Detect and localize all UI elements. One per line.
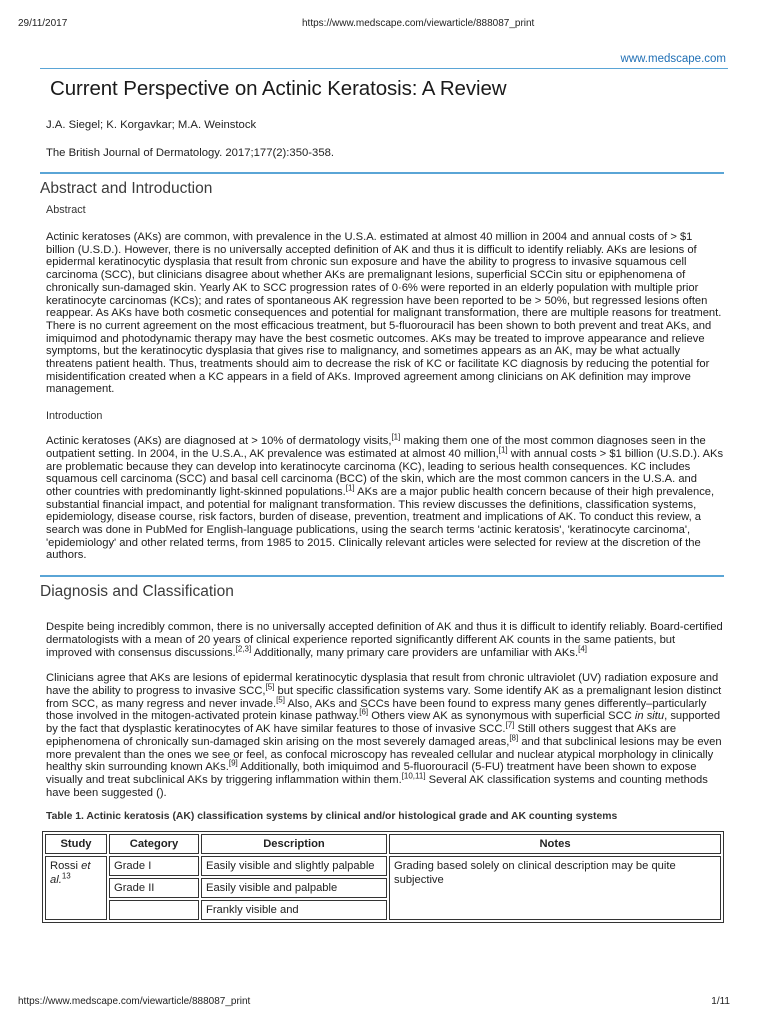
reference-link[interactable]: [1] [391,432,401,442]
column-header-category: Category [109,834,199,854]
print-url: https://www.medscape.com/viewarticle/888087_print [302,18,535,29]
abstract-label: Abstract [46,204,86,216]
category-cell: Grade I [109,856,199,876]
article-body [40,76,724,923]
reference-link[interactable]: [8] [509,733,519,743]
introduction-paragraph: Actinic keratoses (AKs) are diagnosed at > 10% of dermatology visits,[1] making them one of the most common diagnoses seen in the outpatient setting. In 2004, in the U.S.A., AK prevalence was estimated at almost 40 million,[1] with annual costs > $1 billion (U.S.D.). AKs are problematic because they can develop into keratinocyte carcinoma (KC), leading to serious health consequences. KC includes squamous cell carcinoma (SCC) and basal cell carcinoma (BCC) of the skin, which are the most common cancers in the U.S.A. and other countries with predominantly light-skinned populations.[1] AKs are a major public health concern because of their high prevalence, substantial financial impact, and potential for malignant transformation. This review discusses the definitions, classification systems, epidemiology, disease course, risk factors, burden of disease, prevention, treatment and implications of AK. To conduct this review, a search was done in PubMed for English-language publications, using the search terms 'actinic keratosis', 'keratinocyte carcinoma', 'epidemiology' and other related terms, from 1985 to 2015. Clinically relevant articles were selected for review at the discretion of the authors. [46,432,724,562]
reference-link[interactable]: [2,3] [235,643,252,653]
table-header-row [45,834,721,854]
abstract-paragraph: Actinic keratoses (AKs) are common, with prevalence in the U.S.A. estimated at almost 40 million in 2004 and annual costs of > $1 billion (U.S.D.). However, there is no universally accepted definition of AK and thus it is difficult to identify reliably. AKs are lesions of epidermal keratinocytic dysplasia that result from chronic sun exposure and have the ability to progress to invasive squamous cell carcinoma (SCC), but clinicians disagree about whether AKs are premalignant lesions, superficial SCCin situ or epiphenomena of chronically sun-damaged skin. Yearly AK to SCC progression rates of 0·6% were reported in an elderly population with multiple prior keratinocyte carcinomas (KCs); and rates of spontaneous AK regression have been reported to be > 50%, but regressed lesions often reappear. As AKs have both cosmetic consequences and potential for malignant transformation, there are multiple reasons for treatment. There is no current agreement on the most efficacious treatment, but 5-fluorouracil has been shown to both prevent and treat AKs, and imiquimod and photodynamic therapy may have the best cosmetic outcomes. AKs may be treated to improve appearance and relieve symptoms, but the keratinocytic dysplasia that gives rise to malignancy, and sometimes appears as an AK, may be what actually threatens patient health. Thus, treatments should aim to decrease the risk of KC or facilitate KC diagnosis by reducing the potential for misidentification created when a KC appears in a field of AKs. Improved agreement among clinicians on AK definition may improve management. [46,231,722,396]
reference-link[interactable]: [9] [228,758,238,768]
description-cell: Frankly visible and [201,900,387,920]
reference-link[interactable]: [7] [505,720,515,730]
reference-link[interactable]: 13 [61,871,71,881]
description-cell: Easily visible and palpable [201,878,387,898]
header-divider [40,68,728,69]
column-header-notes: Notes [389,834,721,854]
reference-link[interactable]: [1] [498,445,508,455]
medscape-home-link[interactable]: www.medscape.com [620,53,726,65]
reference-link[interactable]: [4] [578,643,587,653]
article-authors: J.A. Siegel; K. Korgavkar; M.A. Weinstock [46,119,257,131]
description-cell: Easily visible and slightly palpable [201,856,387,876]
print-date: 29/11/2017 [18,18,68,29]
footer-url: https://www.medscape.com/viewarticle/888087_print [18,996,251,1007]
table-row [45,856,721,876]
article-title: Current Perspective on Actinic Keratosis: A Review [50,77,507,100]
notes-cell: Grading based solely on clinical description may be quite subjective [389,856,721,920]
section-heading-diagnosis-classification: Diagnosis and Classification [40,575,724,601]
article-citation: The British Journal of Dermatology. 2017;177(2):350-358. [46,147,335,159]
page-number: 1/11 [711,996,730,1007]
section-heading-abstract-introduction: Abstract and Introduction [40,172,724,198]
column-header-description: Description [201,834,387,854]
table-1-caption: Table 1. Actinic keratosis (AK) classification systems by clinical and/or histological grade and AK counting systems [46,811,618,823]
category-cell [109,900,199,920]
column-header-study: Study [45,834,107,854]
reference-link[interactable]: [1] [345,483,355,493]
diagnosis-paragraph-2: Clinicians agree that AKs are lesions of epidermal keratinocytic dysplasia that result from chronic ultraviolet (UV) radiation exposure and have the ability to progress to invasive SCC,[5] but specific classification systems vary. Some identify AK as a premalignant lesion distinct from SCC, as many regress and never invade.[5] Also, AKs and SCCs have been found to express many genes differently–particularly those involved in the mitogen-activated protein kinase pathway.[6] Others view AK as synonymous with superficial SCC in situ, supported by the fact that dysplastic keratinocytes of AK have similar features to those of invasive SCC.[7] Still others suggest that AKs are epiphenomena of chronically sun-damaged skin arising on the most severely damaged areas,[8] and that subclinical lesions may be even more prevalent than the ones we see or feel, as confocal microscopy has revealed cellular and nuclear atypical morphology in clinically healthy skin surrounding known AKs.[9] Additionally, both imiquimod and 5-fluorouracil (5-FU) treatment have been shown to expose visually and treat subclinical AKs by triggering inflammation within them.[10,11] Several AK classification systems and counting methods have been suggested (). [46,672,722,799]
study-cell: Rossi et al.$^{13}$ [45,856,107,920]
diagnosis-paragraph-1: Despite being incredibly common, there is no universally accepted definition of AK and thus it is difficult to identify reliably. Board-certified dermatologists with a mean of 20 years of clinical experience reported significantly different AK counts in the same patients, but improved with consensus discussions.[2,3] Additionally, many primary care providers are unfamiliar with AKs.[4] [46,621,723,659]
reference-link[interactable]: [6] [359,707,369,717]
reference-link[interactable]: [10,11] [401,771,426,781]
ak-classification-table [42,831,724,923]
introduction-label: Introduction [46,410,103,423]
category-cell: Grade II [109,878,199,898]
reference-link[interactable]: [5] [265,682,275,692]
reference-link[interactable]: [5] [276,694,285,704]
